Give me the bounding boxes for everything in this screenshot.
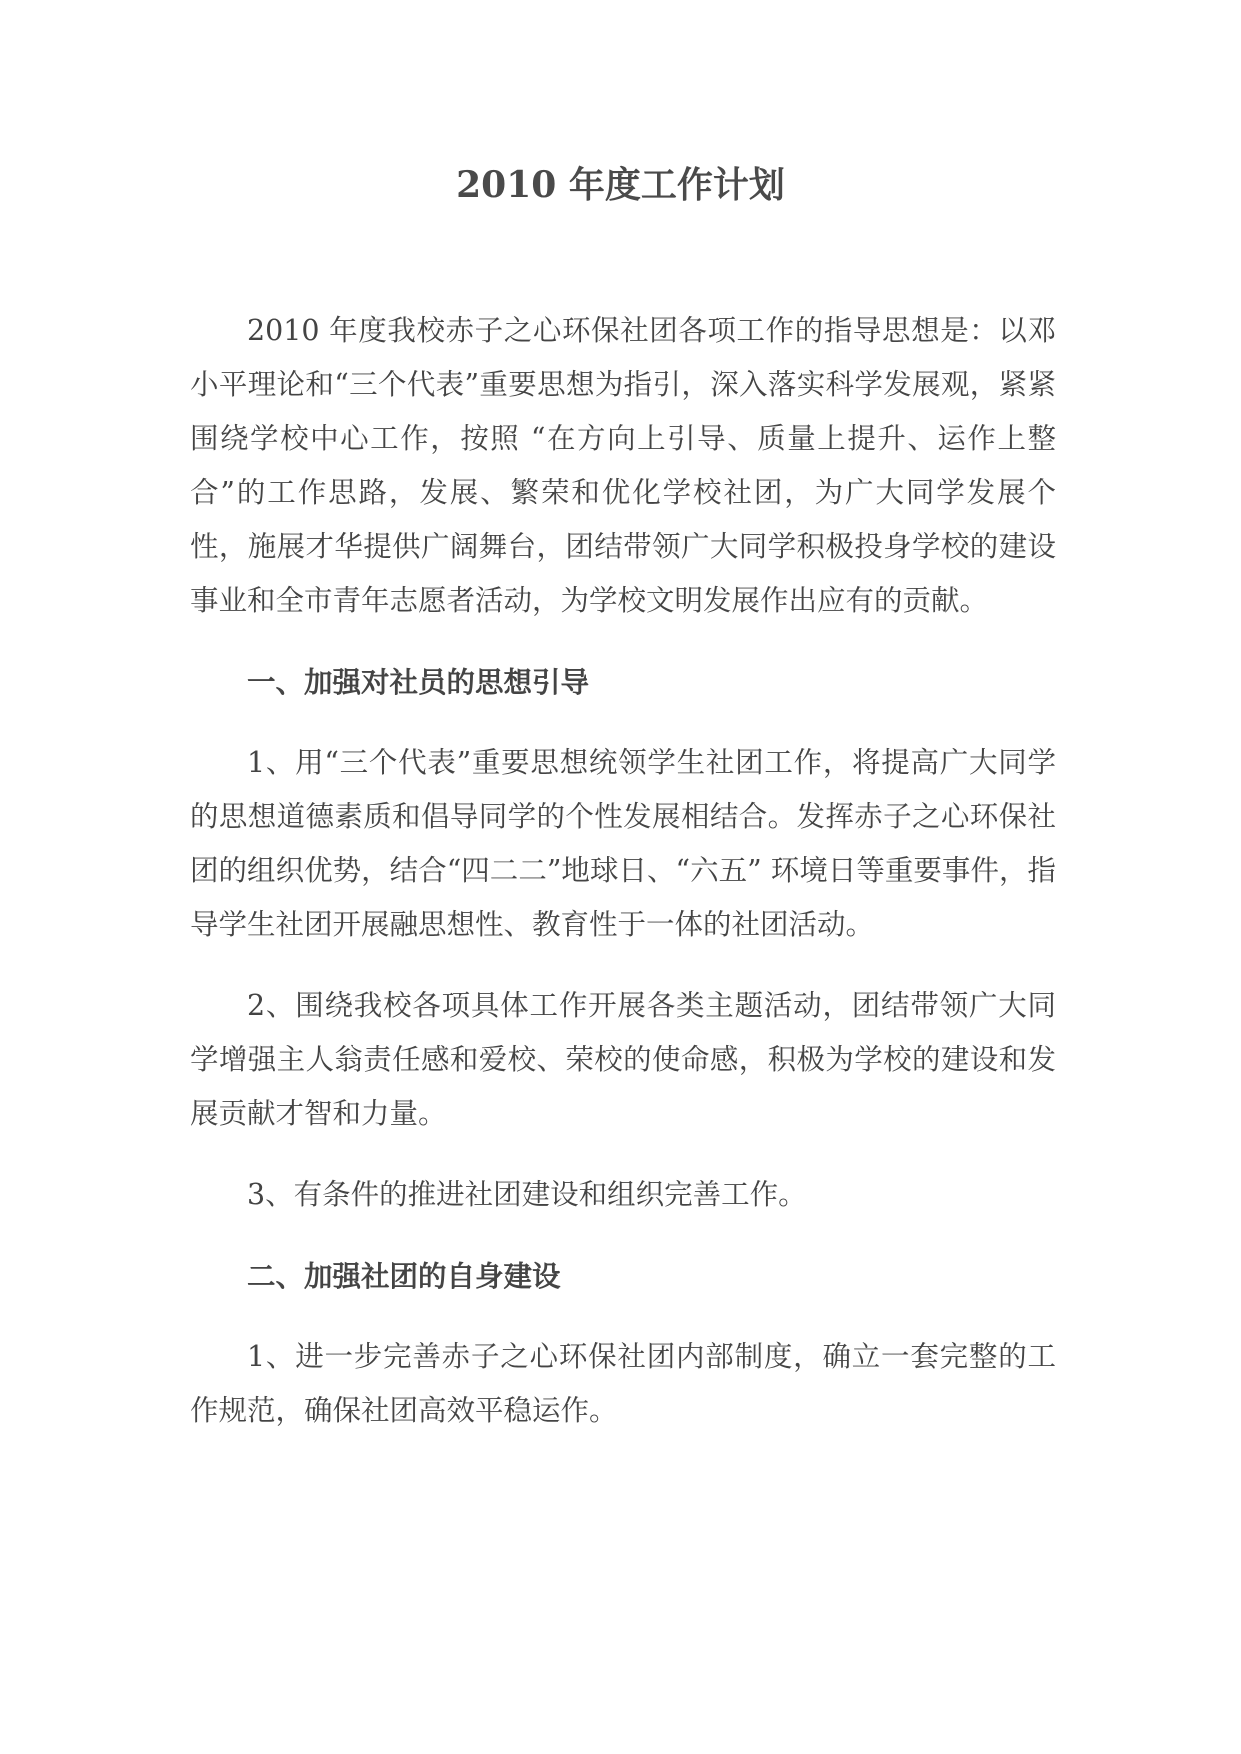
section-heading-1: 一、加强对社员的思想引导 (247, 665, 590, 699)
document-body (190, 304, 1056, 1438)
intro-paragraph: 2010 年度我校赤子之心环保社团各项工作的指导思想是：以邓小平理论和“三个代表”重要思想为指引，深入落实科学发展观，紧紧围绕学校中心工作，按照 “在方向上引导、质量上提升、运作上整合”的工作思路，发展、繁荣和优化学校社团，为广大同学发展个性，施展才华提供广阔舞台，团结带领广大同学积极投身学校的建设事业和全市青年志愿者活动，为学校文明发展作出应有的贡献。 (190, 314, 1056, 617)
section-1-item-2: 2、围绕我校各项具体工作开展各类主题活动，团结带领广大同学增强主人翁责任感和爱校、荣校的使命感，积极为学校的建设和发展贡献才智和力量。 (190, 989, 1056, 1130)
section-1-item-1: 1、用“三个代表”重要思想统领学生社团工作，将提高广大同学的思想道德素质和倡导同学的个性发展相结合。发挥赤子之心环保社团的组织优势，结合“四二二”地球日、“六五” 环境日等重要事件，指导学生社团开展融思想性、教育性于一体的社团活动。 (190, 746, 1056, 941)
section-heading-2: 二、加强社团的自身建设 (247, 1259, 561, 1293)
section-1-item-3: 3、有条件的推进社团建设和组织完善工作。 (247, 1178, 807, 1211)
section-2-item-1: 1、进一步完善赤子之心环保社团内部制度，确立一套完整的工作规范，确保社团高效平稳运作。 (190, 1340, 1056, 1427)
document-title: 2010 年度工作计划 (456, 164, 785, 206)
